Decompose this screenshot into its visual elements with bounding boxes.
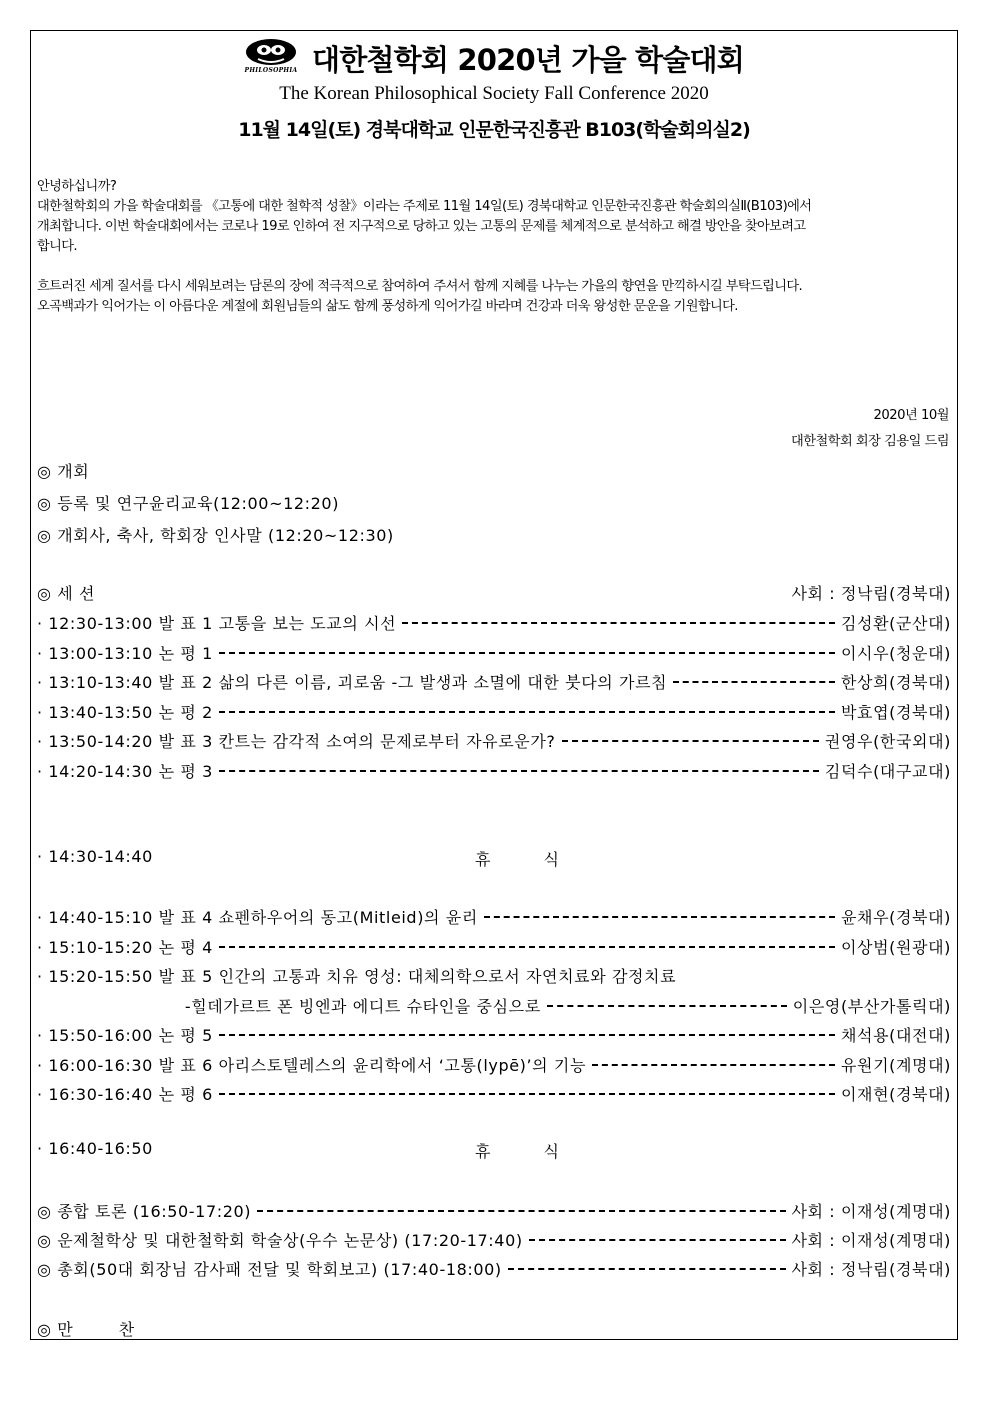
schedule-row: [37, 1023, 951, 1049]
schedule-item-title: ◎ 종합 토론 (16:50-17:20): [37, 1202, 252, 1221]
dash-leader: [219, 711, 835, 713]
schedule-item-person: 김덕수(대구교대): [823, 759, 951, 782]
program-item-label: ◎ 개회: [37, 462, 90, 481]
break-row-1: [37, 847, 951, 873]
program-item-dinner: [37, 1317, 951, 1343]
dash-leader: [673, 681, 835, 683]
session-label: ◎ 세 션: [37, 584, 96, 603]
schedule-row: [37, 729, 951, 755]
paragraph-2-line: 오곡백과가 익어가는 이 아름다운 계절에 회원님들의 삶도 함께 풍성하게 익어가길 바라며 건강과 더욱 왕성한 문운을 기원합니다.: [37, 299, 738, 314]
dash-leader: [547, 1005, 787, 1007]
schedule-item-title: · 13:40-13:50 논 평 2: [37, 702, 213, 722]
paragraph-1-line: 합니다.: [37, 239, 78, 254]
philosophia-logo: [244, 37, 298, 79]
document-frame: [30, 30, 958, 1340]
schedule-row: [37, 1199, 951, 1225]
schedule-row: [37, 700, 951, 726]
schedule-item-title: ◎ 운제철학상 및 대한철학회 학술상(우수 논문상) (17:20-17:40): [37, 1231, 523, 1250]
dash-leader: [508, 1268, 786, 1270]
dash-leader: [402, 622, 835, 624]
schedule-item-title: · 14:40-15:10 발 표 4 쇼펜하우어의 동고(Mitleid)의 윤리: [37, 908, 478, 927]
break-time: · 16:40-16:50: [37, 1139, 153, 1158]
schedule-item-person: 이은영(부산가톨릭대): [791, 994, 951, 1017]
english-subtitle: The Korean Philosophical Society Fall Conference 2020: [279, 83, 709, 104]
schedule-item-title: · 14:20-14:30 논 평 3: [37, 761, 213, 781]
program-item-label: ◎ 등록 및 연구윤리교육(12:00~12:20): [37, 494, 340, 513]
session-chair: 사회 : 정낙림(경북대): [790, 581, 952, 604]
schedule-item-person: 사회 : 이재성(계명대): [790, 1228, 952, 1251]
dash-leader: [562, 740, 819, 742]
schedule-item-person: 유원기(계명대): [839, 1053, 951, 1076]
schedule-item-person: 권영우(한국외대): [823, 729, 951, 752]
program-schedule: [37, 459, 951, 1339]
schedule-row: [37, 964, 951, 990]
paragraph-2-line: 흐트러진 세계 질서를 다시 세워보려는 담론의 장에 적극적으로 참여하여 주셔서 함께 지혜를 나누는 가을의 향연을 만끽하시길 부탁드립니다.: [37, 279, 803, 294]
schedule-row: [37, 994, 951, 1020]
schedule-row: [37, 1228, 951, 1254]
schedule-item-person: 윤채우(경북대): [839, 905, 951, 928]
schedule-row: [37, 1082, 951, 1108]
dash-leader: [257, 1210, 785, 1212]
schedule-row: [37, 1053, 951, 1079]
dash-leader: [219, 1093, 835, 1095]
logo-text: PHILOSOPHIA: [244, 67, 298, 74]
schedule-row: [37, 670, 951, 696]
date-venue: 11월 14일(토) 경북대학교 인문한국진흥관 B103(학술회의실2): [238, 119, 750, 141]
letter-signature: 대한철학회 회장 김용일 드림: [791, 434, 949, 449]
greeting: 안녕하십니까?: [37, 179, 117, 194]
session-header: [37, 581, 951, 607]
program-item-registration: [37, 491, 951, 517]
schedule-item-title: · 16:30-16:40 논 평 6: [37, 1085, 213, 1104]
schedule-item-person: 한상희(경북대): [839, 670, 951, 693]
program-item-label: ◎ 만 찬: [37, 1320, 135, 1339]
letter-date: 2020년 10월: [873, 408, 949, 423]
schedule-item-title: -힐데가르트 폰 빙엔과 에디트 슈타인을 중심으로: [37, 996, 541, 1016]
schedule-item-title: · 13:10-13:40 발 표 2 삶의 다른 이름, 괴로움 -그 발생과 소멸에 대한 붓다의 가르침: [37, 673, 668, 692]
break-row-2: [37, 1139, 951, 1165]
schedule-item-title: · 16:00-16:30 발 표 6 아리스토텔레스의 윤리학에서 ‘고통(lypē)’의 기능: [37, 1055, 587, 1075]
dash-leader: [219, 652, 835, 654]
program-item-addresses: [37, 523, 951, 549]
title-row: [31, 37, 957, 79]
program-item-opening: [37, 459, 951, 485]
break-label: 휴 식: [475, 1142, 583, 1161]
schedule-item-person: 김성환(군산대): [839, 611, 951, 634]
dash-leader: [219, 946, 835, 948]
dash-leader: [484, 916, 835, 918]
schedule-item-person: 이시우(청운대): [839, 641, 951, 664]
logo-emblem-icon: [244, 37, 298, 67]
schedule-item-title: · 12:30-13:00 발 표 1 고통을 보는 도교의 시선: [37, 614, 397, 633]
schedule-item-title: · 15:10-15:20 논 평 4: [37, 937, 213, 957]
invitation-letter: [37, 177, 952, 317]
schedule-row: [37, 935, 951, 961]
schedule-row: [37, 641, 951, 667]
schedule-row: [37, 759, 951, 785]
schedule-item-title: · 15:20-15:50 발 표 5 인간의 고통과 치유 영성: 대체의학으로서 자연치료와 감정치료: [37, 967, 677, 986]
break-label: 휴 식: [475, 850, 583, 869]
schedule-item-person: 박효엽(경북대): [839, 700, 951, 723]
dash-leader: [529, 1239, 786, 1241]
schedule-item-title: ◎ 총회(50대 회장님 감사패 전달 및 학회보고) (17:40-18:00): [37, 1260, 502, 1279]
break-time: · 14:30-14:40: [37, 847, 153, 866]
schedule-item-person: 이재현(경북대): [839, 1082, 951, 1105]
dash-leader: [592, 1064, 835, 1066]
schedule-row: [37, 611, 951, 637]
schedule-item-title: · 13:50-14:20 발 표 3 칸트는 감각적 소여의 문제로부터 자유로운가?: [37, 732, 556, 751]
program-item-label: ◎ 개회사, 축사, 학회장 인사말 (12:20~12:30): [37, 526, 394, 545]
schedule-item-title: · 15:50-16:00 논 평 5: [37, 1026, 213, 1045]
schedule-item-title: · 13:00-13:10 논 평 1: [37, 643, 213, 663]
dash-leader: [219, 1034, 835, 1036]
schedule-item-person: 사회 : 정낙림(경북대): [790, 1257, 952, 1280]
schedule-row: [37, 1257, 951, 1283]
schedule-item-person: 채석용(대전대): [839, 1023, 951, 1046]
paragraph-1-line: 대한철학회의 가을 학술대회를 《고통에 대한 철학적 성찰》이라는 주제로 11월 14일(토) 경북대학교 인문한국진흥관 학술회의실Ⅱ(B103)에서: [37, 199, 812, 214]
schedule-item-person: 사회 : 이재성(계명대): [790, 1199, 952, 1222]
schedule-row: [37, 905, 951, 931]
dash-leader: [219, 770, 819, 772]
page-title: 대한철학회 2020년 가을 학술대회: [312, 42, 744, 77]
schedule-item-person: 이상범(원광대): [839, 935, 951, 958]
paragraph-1-line: 개최합니다. 이번 학술대회에서는 코로나 19로 인하여 전 지구적으로 당하고 있는 고통의 문제를 체계적으로 분석하고 해결 방안을 찾아보려고: [37, 219, 806, 234]
